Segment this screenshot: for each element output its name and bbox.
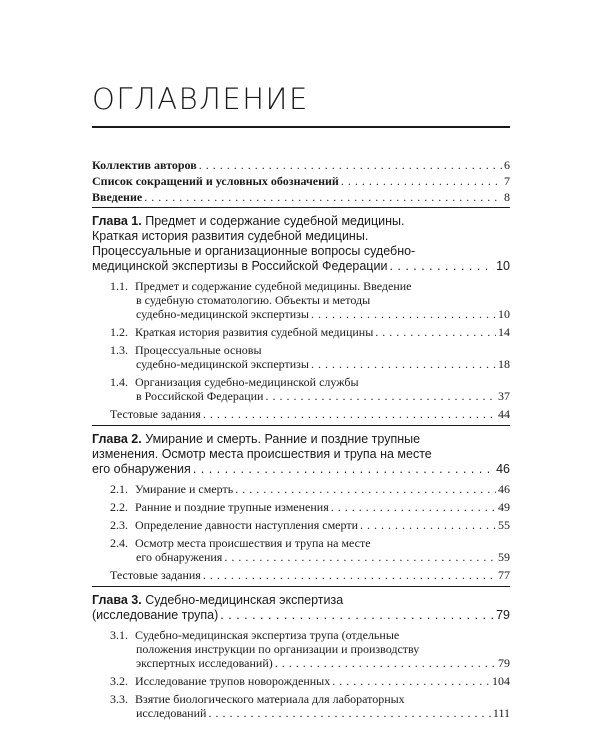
page-number: 49 (498, 500, 510, 514)
section-title-line: исследований (136, 706, 207, 720)
section-title-line: 2.3. Определение давности наступления смерти (110, 518, 358, 532)
chapter-entry[interactable] (92, 214, 510, 274)
table-of-contents (92, 158, 510, 724)
page-number: 77 (498, 568, 510, 582)
section-title-line: 2.1. Умирание и смерть (110, 482, 234, 496)
dot-leader (224, 550, 496, 564)
toc-line (92, 462, 510, 477)
toc-line (110, 389, 510, 403)
chapter-title-line: (исследование трупа) (92, 608, 219, 622)
chapter-block (92, 214, 510, 421)
entry-title: Список сокращений и условных обозначений (92, 174, 339, 188)
page-number: 111 (492, 706, 510, 720)
section-title-line: 3.3. Взятие биологического материала для лабораторных (110, 692, 405, 706)
page-number: 14 (498, 325, 510, 339)
section-list (92, 482, 510, 582)
section-title-line: 1.3. Процессуальные основы (110, 343, 262, 357)
dot-leader (193, 462, 494, 477)
section-title-line: 2.4. Осмотр места происшествия и трупа на месте (110, 536, 371, 550)
section-title-line: 1.1. Предмет и содержание судебной медицины. Введение (110, 279, 412, 293)
toc-entry-section[interactable] (92, 674, 510, 688)
entry-title: Коллектив авторов (92, 158, 197, 172)
dot-leader (275, 656, 496, 670)
section-title-line: судебно-медицинской экспертизы (136, 307, 309, 321)
section-number: 2.4. (110, 536, 128, 550)
toc-line (110, 706, 510, 720)
section-title-line: 3.1. Судебно-медицинская экспертиза трупа (отдельные (110, 628, 400, 642)
title-rule (92, 126, 510, 128)
section-title-line: 3.2. Исследование трупов новорожденных (110, 674, 331, 688)
dot-leader (203, 407, 496, 421)
front-matter-list (92, 158, 510, 208)
dot-leader (220, 608, 494, 623)
section-title-line: 1.2. Краткая история развития судебной медицины (110, 325, 374, 339)
section-number: 1.3. (110, 343, 128, 357)
section-number: 3.1. (110, 628, 128, 642)
chapter-number: Глава 2. (92, 432, 142, 446)
toc-line (110, 307, 510, 321)
section-title-line: в судебную стоматологию. Объекты и методы (136, 293, 371, 307)
dot-leader (311, 357, 496, 371)
toc-entry-section[interactable] (92, 536, 510, 564)
page-number: 46 (498, 482, 510, 496)
toc-entry-section[interactable] (92, 500, 510, 514)
toc-entry-tests[interactable] (92, 407, 510, 421)
section-title-line: судебно-медицинской экспертизы (136, 357, 309, 371)
chapter-block (92, 593, 510, 720)
toc-line (92, 158, 510, 172)
toc-line (110, 325, 510, 339)
dot-leader (389, 259, 494, 274)
dot-leader (203, 568, 496, 582)
section-title-line: его обнаружения (136, 550, 223, 564)
section-title-line: экспертных исследований) (136, 656, 273, 670)
toc-entry-front[interactable] (92, 190, 510, 204)
toc-entry-section[interactable] (92, 325, 510, 339)
dot-leader (331, 500, 496, 514)
chapter-title-line: Процессуальные и организационные вопросы судебно- (92, 244, 416, 258)
toc-line (92, 174, 510, 188)
section-number: 3.3. (110, 692, 128, 706)
entry-title: Тестовые задания (110, 407, 201, 421)
section-title-line: положения инструкции по организации и производству (136, 642, 420, 656)
separator-line (92, 425, 510, 426)
toc-entry-section[interactable] (92, 628, 510, 670)
toc-line (110, 407, 510, 421)
toc-line (110, 518, 510, 532)
toc-line (110, 674, 510, 688)
section-number: 1.2. (110, 325, 128, 339)
separator-line (92, 586, 510, 587)
dot-leader (235, 482, 496, 496)
section-number: 3.2. (110, 674, 128, 688)
section-title-line: 1.4. Организация судебно-медицинской службы (110, 375, 359, 389)
chapter-title-line: Глава 1. Предмет и содержание судебной медицины. (92, 214, 405, 228)
section-number: 2.2. (110, 500, 128, 514)
section-title-line: в Российской Федерации (136, 389, 264, 403)
chapter-title-line: Глава 3. Судебно-медицинская экспертиза (92, 593, 344, 607)
toc-entry-section[interactable] (92, 692, 510, 720)
section-title-line: 2.2. Ранние и поздние трупные изменения (110, 500, 329, 514)
toc-line (110, 656, 510, 670)
section-number: 1.4. (110, 375, 128, 389)
section-list (92, 279, 510, 421)
page-number: 37 (498, 389, 510, 403)
chapter-title-line: Краткая история развития судебной медицины. (92, 229, 369, 243)
chapter-list (92, 214, 510, 720)
toc-entry-section[interactable] (92, 518, 510, 532)
chapter-block (92, 432, 510, 582)
toc-line (110, 568, 510, 582)
page-number: 18 (498, 357, 510, 371)
dot-leader (144, 190, 502, 204)
toc-entry-tests[interactable] (92, 568, 510, 582)
chapter-title-line: медицинской экспертизы в Российской Федерации (92, 259, 388, 273)
toc-line (92, 608, 510, 623)
toc-entry-section[interactable] (92, 482, 510, 496)
toc-entry-section[interactable] (92, 375, 510, 403)
toc-entry-front[interactable] (92, 174, 510, 188)
page-number: 55 (498, 518, 510, 532)
page-number: 79 (498, 656, 510, 670)
page-number: 10 (496, 259, 510, 273)
section-number: 2.3. (110, 518, 128, 532)
entry-title: Тестовые задания (110, 568, 201, 582)
dot-leader (208, 706, 490, 720)
page-number: 8 (504, 190, 510, 204)
page-number: 10 (498, 307, 510, 321)
toc-entry-section[interactable] (92, 343, 510, 371)
chapter-number: Глава 1. (92, 214, 142, 228)
toc-line (110, 482, 510, 496)
toc-line (110, 550, 510, 564)
section-number: 1.1. (110, 279, 128, 293)
page-number: 7 (504, 174, 510, 188)
toc-entry-section[interactable] (92, 279, 510, 321)
page-number: 44 (498, 407, 510, 421)
dot-leader (332, 674, 490, 688)
dot-leader (375, 325, 496, 339)
separator-line (92, 207, 510, 208)
dot-leader (199, 158, 502, 172)
page-number: 79 (496, 608, 510, 622)
dot-leader (311, 307, 496, 321)
chapter-number: Глава 3. (92, 593, 142, 607)
toc-line (110, 500, 510, 514)
chapter-title-line: изменения. Осмотр места происшествия и трупа на месте (92, 447, 432, 461)
section-list (92, 628, 510, 720)
toc-line (92, 190, 510, 204)
chapter-title-line: Глава 2. Умирание и смерть. Ранние и поздние трупные (92, 432, 421, 446)
page-number: 6 (504, 158, 510, 172)
dot-leader (341, 174, 502, 188)
toc-line (110, 357, 510, 371)
page-title: ОГЛАВЛЕНИЕ (92, 82, 309, 116)
page-number: 104 (492, 674, 510, 688)
page-number: 59 (498, 550, 510, 564)
dot-leader (265, 389, 496, 403)
chapter-entry[interactable] (92, 432, 510, 477)
toc-entry-front[interactable] (92, 158, 510, 172)
dot-leader (360, 518, 496, 532)
page-number: 46 (496, 462, 510, 476)
chapter-title-line: его обнаружения (92, 462, 191, 476)
entry-title: Введение (92, 190, 143, 204)
toc-line (92, 259, 510, 274)
chapter-entry[interactable] (92, 593, 510, 623)
section-number: 2.1. (110, 482, 128, 496)
